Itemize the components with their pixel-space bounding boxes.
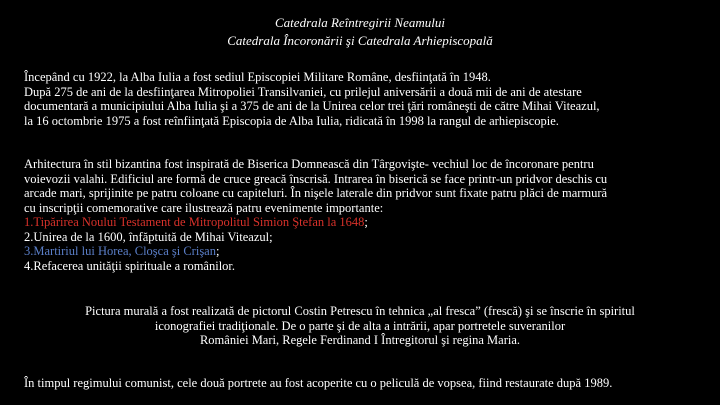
architecture-line-1: Arhitectura în stil bizantina fost inspirată de Biserica Domnească din Târgovişte- vechiul loc de încoronare pentru — [24, 157, 594, 171]
paragraph-communist-era — [24, 376, 710, 391]
history-line-3: documentară a municipiului Alba Iulia şi a 375 de ani de la Unirea celor trei ţări româneşti de către Mihai Viteazul, — [24, 99, 600, 113]
event-item-1 — [24, 215, 710, 230]
paragraph-architecture — [24, 157, 710, 273]
architecture-line-2: voievozii valahi. Edificiul are formă de cruce greacă înscrisă. Intrarea în biserică se face printr-un pridvor deschis cu — [24, 171, 608, 186]
event-item-4: 4.Refacerea unităţii spirituale a românilor. — [24, 258, 236, 273]
title-line-1: Catedrala Reîntregirii Neamului — [275, 15, 445, 30]
architecture-line-3: arcade mari, sprijinite pe patru coloane cu capiteluri. În nişele laterale din pridvor sunt fixate patru plăci de marmură — [24, 186, 608, 200]
event-3-suffix: ; — [215, 244, 220, 258]
history-line-2: După 275 de ani de la desfiinţarea Mitropoliei Transilvaniei, cu prilejul aniversării a două mii de ani de atestare — [24, 84, 582, 99]
event-item-3 — [24, 244, 710, 259]
architecture-line-4: cu inscripţii comemorative care ilustrează patru evenimente importante: — [24, 200, 384, 215]
painting-line-2: iconografiei tradiţionale. De o parte şi de alta a intrării, apar portretele suveranilor — [154, 318, 566, 333]
painting-line-3: României Mari, Regele Ferdinand I Întregitorul şi regina Maria. — [199, 333, 521, 347]
painting-line-1: Pictura murală a fost realizată de pictorul Costin Petrescu în tehnica „al fresca” (frescă) şi se înscrie în spiritul — [85, 304, 635, 318]
event-3-text: 3.Martiriul lui Horea, Cloşca şi Crişan — [24, 244, 216, 258]
event-1-suffix: ; — [364, 215, 368, 229]
communist-era-text: În timpul regimului comunist, cele două portrete au fost acoperite cu o peliculă de vopsea, fiind restaurate după 1989. — [24, 376, 613, 390]
title-line-2: Catedrala Încoronării şi Catedrala Arhiepiscopală — [227, 33, 493, 48]
paragraph-history — [24, 70, 710, 128]
history-line-1: Începând cu 1922, la Alba Iulia a fost sediul Episcopiei Militare Române, desfiinţată în 1948. — [24, 70, 491, 84]
event-item-2: 2.Unirea de la 1600, înfăptuită de Mihai Viteazul; — [24, 229, 273, 244]
paragraph-painting — [22, 304, 698, 348]
event-1-text: 1.Tipărirea Noului Testament de Mitropolitul Simion Ştefan la 1648 — [24, 215, 365, 229]
history-line-4: la 16 octombrie 1975 a fost reînfiinţată Episcopia de Alba Iulia, ridicată în 1998 la rangul de arhiepiscopie. — [24, 113, 559, 128]
